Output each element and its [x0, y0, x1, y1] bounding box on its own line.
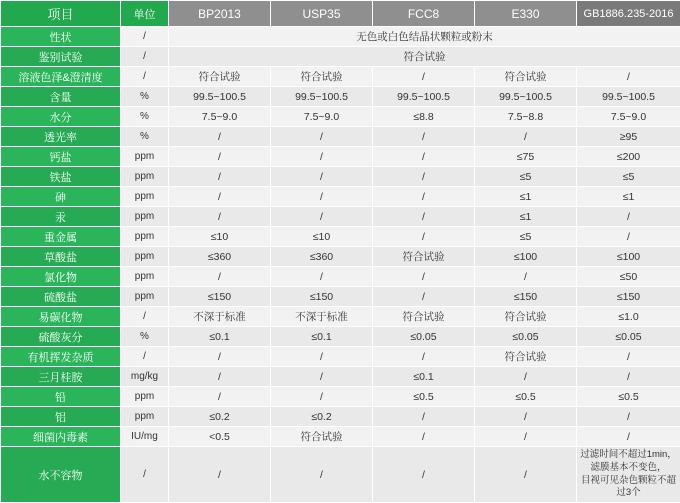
- row-value-bp2013: /: [169, 167, 271, 187]
- header-usp35: USP35: [271, 1, 373, 27]
- row-value-fcc8: ≤0.5: [373, 387, 475, 407]
- row-value-usp35: /: [271, 447, 373, 503]
- table-row: [1, 107, 680, 127]
- row-value-gb: /: [577, 407, 680, 427]
- row-label: 有机挥发杂质: [1, 347, 121, 367]
- row-unit: ppm: [121, 247, 169, 267]
- row-value-fcc8: /: [373, 427, 475, 447]
- table-row: [1, 447, 680, 503]
- header-unit: 单位: [121, 1, 169, 27]
- row-unit: /: [121, 67, 169, 87]
- table-row: [1, 67, 680, 87]
- row-value-gb: /: [577, 207, 680, 227]
- row-value-fcc8: /: [373, 347, 475, 367]
- row-value-bp2013: ≤0.2: [169, 407, 271, 427]
- row-value-bp2013: 99.5~100.5: [169, 87, 271, 107]
- row-label: 砷: [1, 187, 121, 207]
- header-gb1886: GB1886.235-2016: [577, 1, 680, 27]
- table-row: [1, 147, 680, 167]
- table-row: [1, 187, 680, 207]
- row-value-fcc8: /: [373, 207, 475, 227]
- row-value-fcc8: ≤0.05: [373, 327, 475, 347]
- row-value-bp2013: 不深于标准: [169, 307, 271, 327]
- table-row: [1, 287, 680, 307]
- table-row: [1, 267, 680, 287]
- row-unit: /: [121, 447, 169, 503]
- row-value-usp35: /: [271, 387, 373, 407]
- row-value-e330: /: [475, 267, 577, 287]
- row-value-usp35: /: [271, 127, 373, 147]
- header-bp2013: BP2013: [169, 1, 271, 27]
- row-value-gb: ≥95: [577, 127, 680, 147]
- row-value-e330: /: [475, 447, 577, 503]
- row-value-bp2013: /: [169, 447, 271, 503]
- row-label: 水不容物: [1, 447, 121, 503]
- row-value-bp2013: ≤10: [169, 227, 271, 247]
- row-label: 氯化物: [1, 267, 121, 287]
- row-value-fcc8: /: [373, 287, 475, 307]
- row-value-e330: 符合试验: [475, 67, 577, 87]
- row-value-gb: ≤0.5: [577, 387, 680, 407]
- row-value-bp2013: /: [169, 147, 271, 167]
- row-value-usp35: ≤0.1: [271, 327, 373, 347]
- row-label: 铅: [1, 387, 121, 407]
- row-value-fcc8: 99.5~100.5: [373, 87, 475, 107]
- row-value-bp2013: ≤0.1: [169, 327, 271, 347]
- row-value-usp35: /: [271, 367, 373, 387]
- row-label: 草酸盐: [1, 247, 121, 267]
- row-value-e330: ≤0.05: [475, 327, 577, 347]
- row-value-usp35: /: [271, 347, 373, 367]
- row-value-usp35: 99.5~100.5: [271, 87, 373, 107]
- row-unit: ppm: [121, 207, 169, 227]
- row-value-e330: /: [475, 367, 577, 387]
- row-value-fcc8: /: [373, 447, 475, 503]
- table-row: [1, 407, 680, 427]
- row-value-bp2013: ≤360: [169, 247, 271, 267]
- row-value-bp2013: 符合试验: [169, 67, 271, 87]
- row-value-gb: /: [577, 427, 680, 447]
- row-unit: ppm: [121, 187, 169, 207]
- row-unit: /: [121, 47, 169, 67]
- row-value-fcc8: /: [373, 227, 475, 247]
- row-value-e330: 符合试验: [475, 307, 577, 327]
- row-value-e330: ≤150: [475, 287, 577, 307]
- row-label: 溶液色泽&澄清度: [1, 67, 121, 87]
- table-row: [1, 387, 680, 407]
- table-row: [1, 307, 680, 327]
- row-value-fcc8: /: [373, 67, 475, 87]
- table-row: [1, 207, 680, 227]
- row-value-usp35: /: [271, 207, 373, 227]
- row-value-bp2013: 7.5~9.0: [169, 107, 271, 127]
- header-e330: E330: [475, 1, 577, 27]
- row-label: 透光率: [1, 127, 121, 147]
- header-item: 项目: [1, 1, 121, 27]
- row-value-fcc8: ≤0.1: [373, 367, 475, 387]
- row-value-gb: 99.5~100.5: [577, 87, 680, 107]
- row-merged-value: 无色或白色结晶状颗粒或粉末: [169, 27, 680, 47]
- row-unit: ppm: [121, 387, 169, 407]
- row-value-usp35: /: [271, 167, 373, 187]
- row-value-bp2013: /: [169, 347, 271, 367]
- row-label: 硫酸灰分: [1, 327, 121, 347]
- row-value-gb: ≤5: [577, 167, 680, 187]
- row-value-e330: 99.5~100.5: [475, 87, 577, 107]
- row-value-usp35: 符合试验: [271, 427, 373, 447]
- row-unit: ppm: [121, 167, 169, 187]
- row-value-e330: /: [475, 407, 577, 427]
- row-value-e330: 7.5~8.8: [475, 107, 577, 127]
- row-unit: /: [121, 27, 169, 47]
- row-label: 硫酸盐: [1, 287, 121, 307]
- row-value-gb: /: [577, 347, 680, 367]
- table-row: [1, 27, 680, 47]
- row-value-e330: /: [475, 427, 577, 447]
- row-value-e330: ≤0.5: [475, 387, 577, 407]
- row-value-e330: ≤75: [475, 147, 577, 167]
- table-row: [1, 347, 680, 367]
- row-label: 重金属: [1, 227, 121, 247]
- row-value-gb: ≤200: [577, 147, 680, 167]
- table-row: [1, 427, 680, 447]
- row-value-gb: ≤150: [577, 287, 680, 307]
- row-unit: ppm: [121, 147, 169, 167]
- row-value-usp35: ≤150: [271, 287, 373, 307]
- table-row: [1, 367, 680, 387]
- row-value-e330: 符合试验: [475, 347, 577, 367]
- row-value-usp35: 不深于标准: [271, 307, 373, 327]
- row-label: 钙盐: [1, 147, 121, 167]
- row-value-e330: ≤100: [475, 247, 577, 267]
- table-row: [1, 327, 680, 347]
- row-value-fcc8: /: [373, 267, 475, 287]
- table-row: [1, 227, 680, 247]
- row-value-usp35: ≤10: [271, 227, 373, 247]
- row-value-usp35: ≤360: [271, 247, 373, 267]
- row-value-usp35: 7.5~9.0: [271, 107, 373, 127]
- table-row: [1, 47, 680, 67]
- row-value-gb: /: [577, 367, 680, 387]
- row-value-gb: ≤0.05: [577, 327, 680, 347]
- row-label: 三月桂胺: [1, 367, 121, 387]
- row-value-bp2013: /: [169, 187, 271, 207]
- row-value-bp2013: /: [169, 207, 271, 227]
- row-value-fcc8: /: [373, 127, 475, 147]
- row-unit: ppm: [121, 227, 169, 247]
- table-row: [1, 87, 680, 107]
- row-value-bp2013: /: [169, 387, 271, 407]
- row-value-gb: ≤100: [577, 247, 680, 267]
- row-value-usp35: /: [271, 187, 373, 207]
- row-value-fcc8: /: [373, 167, 475, 187]
- row-value-bp2013: <0.5: [169, 427, 271, 447]
- row-value-fcc8: ≤8.8: [373, 107, 475, 127]
- row-unit: %: [121, 327, 169, 347]
- row-unit: ppm: [121, 267, 169, 287]
- row-value-gb: ≤1.0: [577, 307, 680, 327]
- row-value-bp2013: /: [169, 267, 271, 287]
- row-value-gb: 7.5~9.0: [577, 107, 680, 127]
- row-value-e330: ≤1: [475, 207, 577, 227]
- row-unit: IU/mg: [121, 427, 169, 447]
- row-value-e330: /: [475, 127, 577, 147]
- row-unit: /: [121, 307, 169, 327]
- row-unit: %: [121, 127, 169, 147]
- row-value-bp2013: ≤150: [169, 287, 271, 307]
- table-row: [1, 127, 680, 147]
- row-value-fcc8: 符合试验: [373, 247, 475, 267]
- row-value-usp35: /: [271, 267, 373, 287]
- header-fcc8: FCC8: [373, 1, 475, 27]
- row-value-fcc8: 符合试验: [373, 307, 475, 327]
- row-value-gb: /: [577, 67, 680, 87]
- row-label: 易碳化物: [1, 307, 121, 327]
- row-unit: %: [121, 107, 169, 127]
- row-value-gb: ≤1: [577, 187, 680, 207]
- row-value-gb: /: [577, 227, 680, 247]
- row-merged-value: 符合试验: [169, 47, 680, 67]
- row-value-usp35: 符合试验: [271, 67, 373, 87]
- row-value-fcc8: /: [373, 187, 475, 207]
- row-label: 含量: [1, 87, 121, 107]
- row-value-usp35: ≤0.2: [271, 407, 373, 427]
- row-label: 水分: [1, 107, 121, 127]
- row-value-usp35: /: [271, 147, 373, 167]
- table-body: [1, 27, 680, 503]
- table-header-row: [1, 1, 680, 27]
- row-unit: ppm: [121, 407, 169, 427]
- row-label: 细菌内毒素: [1, 427, 121, 447]
- row-unit: ppm: [121, 287, 169, 307]
- row-value-bp2013: /: [169, 367, 271, 387]
- row-value-gb-note: 过滤时间不超过1min， 滤膜基本不变色， 目视可见杂色颗粒不超 过3个: [577, 447, 680, 503]
- row-value-bp2013: /: [169, 127, 271, 147]
- row-value-gb: ≤50: [577, 267, 680, 287]
- row-value-fcc8: /: [373, 407, 475, 427]
- table-row: [1, 167, 680, 187]
- row-label: 汞: [1, 207, 121, 227]
- table-row: [1, 247, 680, 267]
- row-value-e330: ≤5: [475, 227, 577, 247]
- row-unit: %: [121, 87, 169, 107]
- row-unit: mg/kg: [121, 367, 169, 387]
- row-label: 铁盐: [1, 167, 121, 187]
- row-value-e330: ≤1: [475, 187, 577, 207]
- row-value-fcc8: /: [373, 147, 475, 167]
- row-value-e330: ≤5: [475, 167, 577, 187]
- row-unit: /: [121, 347, 169, 367]
- row-label: 铝: [1, 407, 121, 427]
- row-label: 鉴别试验: [1, 47, 121, 67]
- row-label: 性状: [1, 27, 121, 47]
